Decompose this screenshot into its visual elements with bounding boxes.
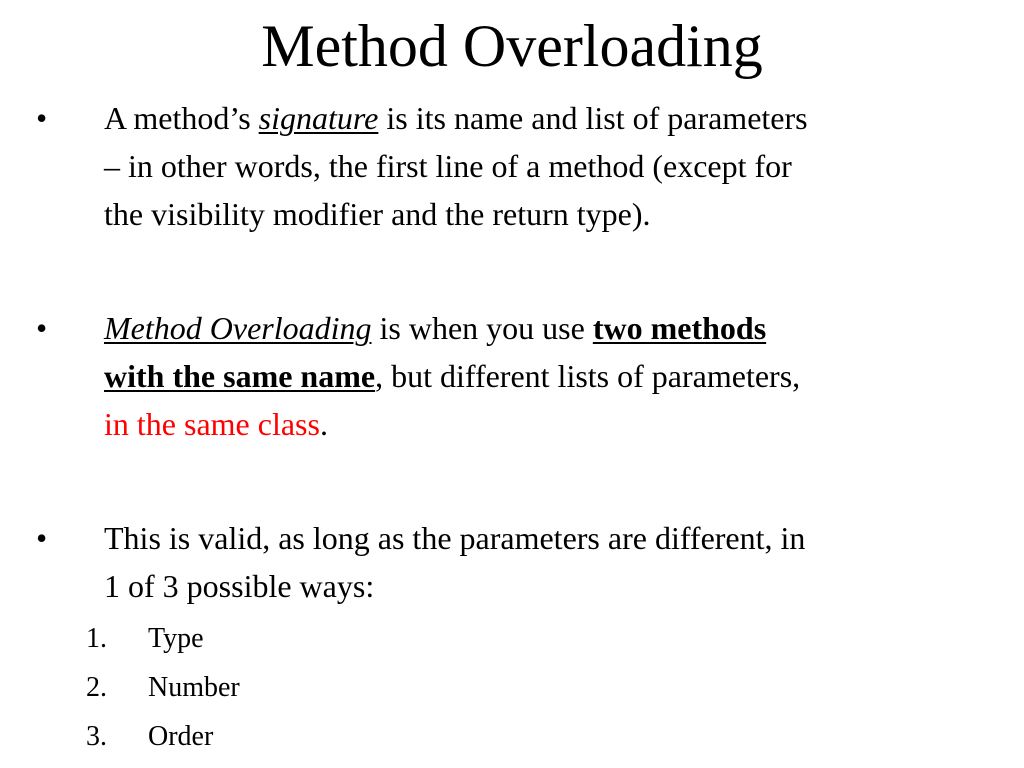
text-run: .	[319, 406, 328, 442]
slide-title: Method Overloading	[261, 13, 763, 79]
list-number: 3.	[86, 721, 107, 752]
term-signature: signature	[258, 100, 379, 136]
text-run: 1 of 3 possible ways:	[104, 568, 375, 604]
term-method-overloading: Method Overloading	[104, 310, 372, 346]
list-label: Type	[148, 623, 204, 654]
list-item	[0, 614, 1024, 663]
list-label: Order	[148, 721, 214, 752]
text-run: , but different lists of parameters,	[375, 358, 801, 394]
emphasis-two-methods: two methods	[592, 310, 767, 346]
text-run: is its name and list of parameters	[378, 100, 808, 136]
emphasis-same-class: in the same class	[104, 406, 320, 442]
text-run: This is valid, as long as the parameters are different, in	[104, 520, 806, 556]
bullet-dot: •	[36, 520, 48, 556]
bullet-text	[104, 304, 1004, 448]
bullet-text	[104, 514, 1004, 610]
list-label: Number	[148, 672, 240, 703]
list-number: 1.	[86, 623, 107, 654]
bullet-dot: •	[36, 100, 48, 136]
text-run: is when you use	[371, 310, 593, 346]
list-number: 2.	[86, 672, 107, 703]
list-item	[0, 663, 1024, 712]
bullet-dot: •	[36, 310, 48, 346]
text-run: – in other words, the first line of a method (except for	[104, 148, 792, 184]
list-item	[0, 712, 1024, 761]
emphasis-same-name: with the same name	[104, 358, 376, 394]
bullet-text	[104, 94, 1004, 238]
text-run: A method’s	[104, 100, 259, 136]
text-run: the visibility modifier and the return type).	[104, 196, 651, 232]
